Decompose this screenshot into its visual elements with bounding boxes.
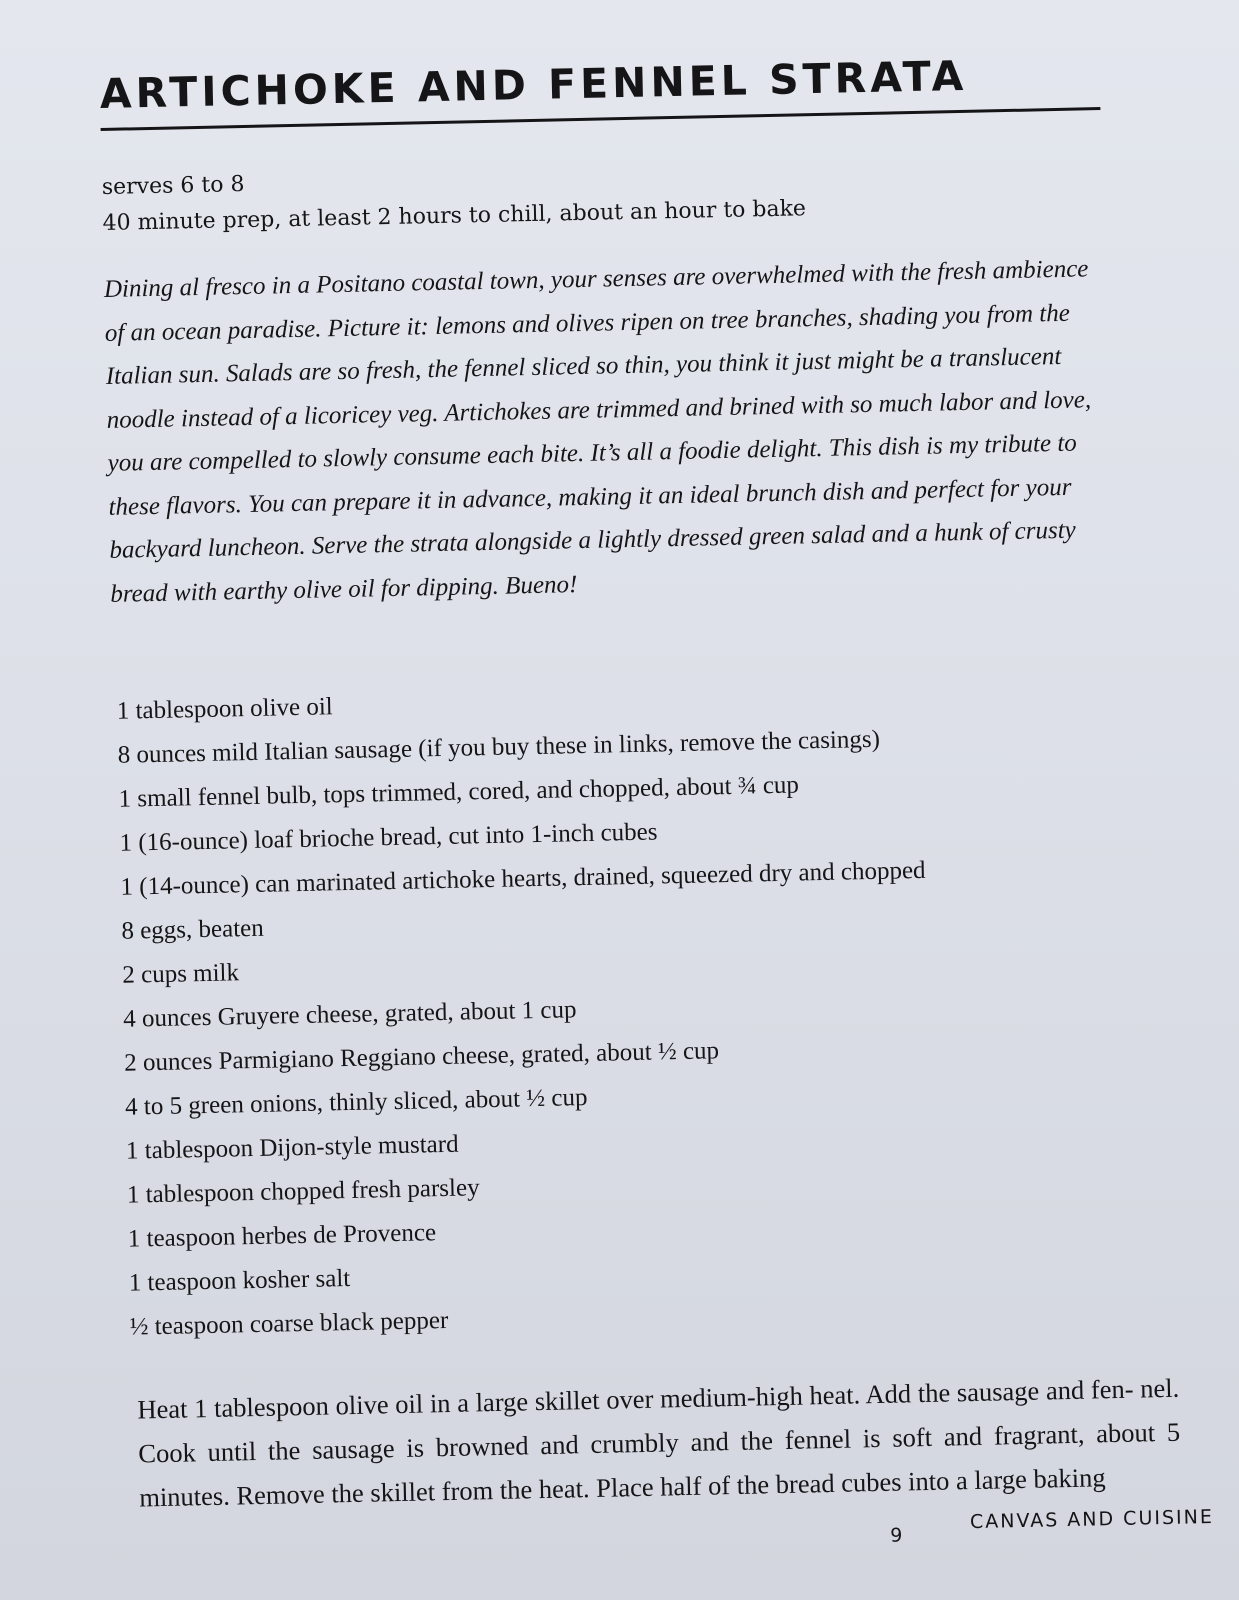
recipe-intro: Dining al fresco in a Positano coastal town, your senses are overwhelmed with the fresh ambience of an ocean paradise. Picture it: lemons and olives ripen on tree branches, shading you from the Italian sun. Salads are so fresh, the fennel sliced so thin, you think it just might be a translucent noodle instead of a licoricey veg. Artichokes are trimmed and brined with so much labor and love, you are compelled to slowly consume each bite. It’s all a foodie delight. This dish is my tribute to these flavors. You can prepare it in advance, making it an ideal brunch dish and perfect for your backyard luncheon. Serve the strata alongside a lightly dressed green salad and a hunk of crusty bread with earthy olive oil for dipping. Bueno! [103, 255, 1092, 608]
recipe-title: ARTICHOKE AND FENNEL STRATA [99, 45, 1100, 131]
ingredient-item: 1 tablespoon Dijon-style mustard [125, 1130, 459, 1165]
ingredient-item: 2 ounces Parmigiano Reggiano cheese, grated, about ½ cup [123, 1037, 720, 1077]
ingredient-item: 4 to 5 green onions, thinly sliced, about ½ cup [124, 1084, 588, 1121]
recipe-meta [101, 149, 1102, 242]
ingredient-list [116, 669, 1130, 1350]
ingredient-item: 1 teaspoon kosher salt [128, 1265, 351, 1297]
book-title-footer: CANVAS AND CUISINE [969, 1505, 1215, 1534]
page-number: 9 [890, 1524, 903, 1547]
ingredient-item: 1 teaspoon herbes de Provence [127, 1219, 437, 1253]
ingredient-item: 1 (14-ounce) can marinated artichoke hearts, drained, squeezed dry and chopped [120, 856, 926, 901]
ingredient-item: 4 ounces Gruyere cheese, grated, about 1 cup [122, 996, 577, 1033]
ingredient-item: 1 (16-ounce) loaf brioche bread, cut into 1-inch cubes [119, 818, 658, 857]
ingredient-item: 1 tablespoon olive oil [116, 693, 333, 725]
ingredient-item: 1 small fennel bulb, tops trimmed, cored, and chopped, about ¾ cup [118, 771, 800, 813]
ingredient-item: 8 eggs, beaten [121, 914, 264, 945]
ingredient-item: 1 tablespoon chopped fresh parsley [126, 1174, 480, 1209]
timing: 40 minute prep, at least 2 hours to chill, about an hour to bake [102, 196, 807, 236]
servings: serves 6 to 8 [101, 171, 245, 200]
method-paragraph: Heat 1 tablespoon olive oil in a large skillet over medium-high heat. Add the sausage and fen- nel. Cook until the sausage is browned and crumbly and the fennel is soft and fragrant, about 5 minutes. Remove the skillet from the heat. Place half of the bread cubes into a large baking [137, 1372, 1181, 1513]
ingredient-item: 2 cups milk [122, 959, 240, 989]
ingredient-item: 8 ounces mild Italian sausage (if you buy these in links, remove the casings) [117, 725, 881, 769]
ingredient-item: ½ teaspoon coarse black pepper [129, 1306, 449, 1341]
